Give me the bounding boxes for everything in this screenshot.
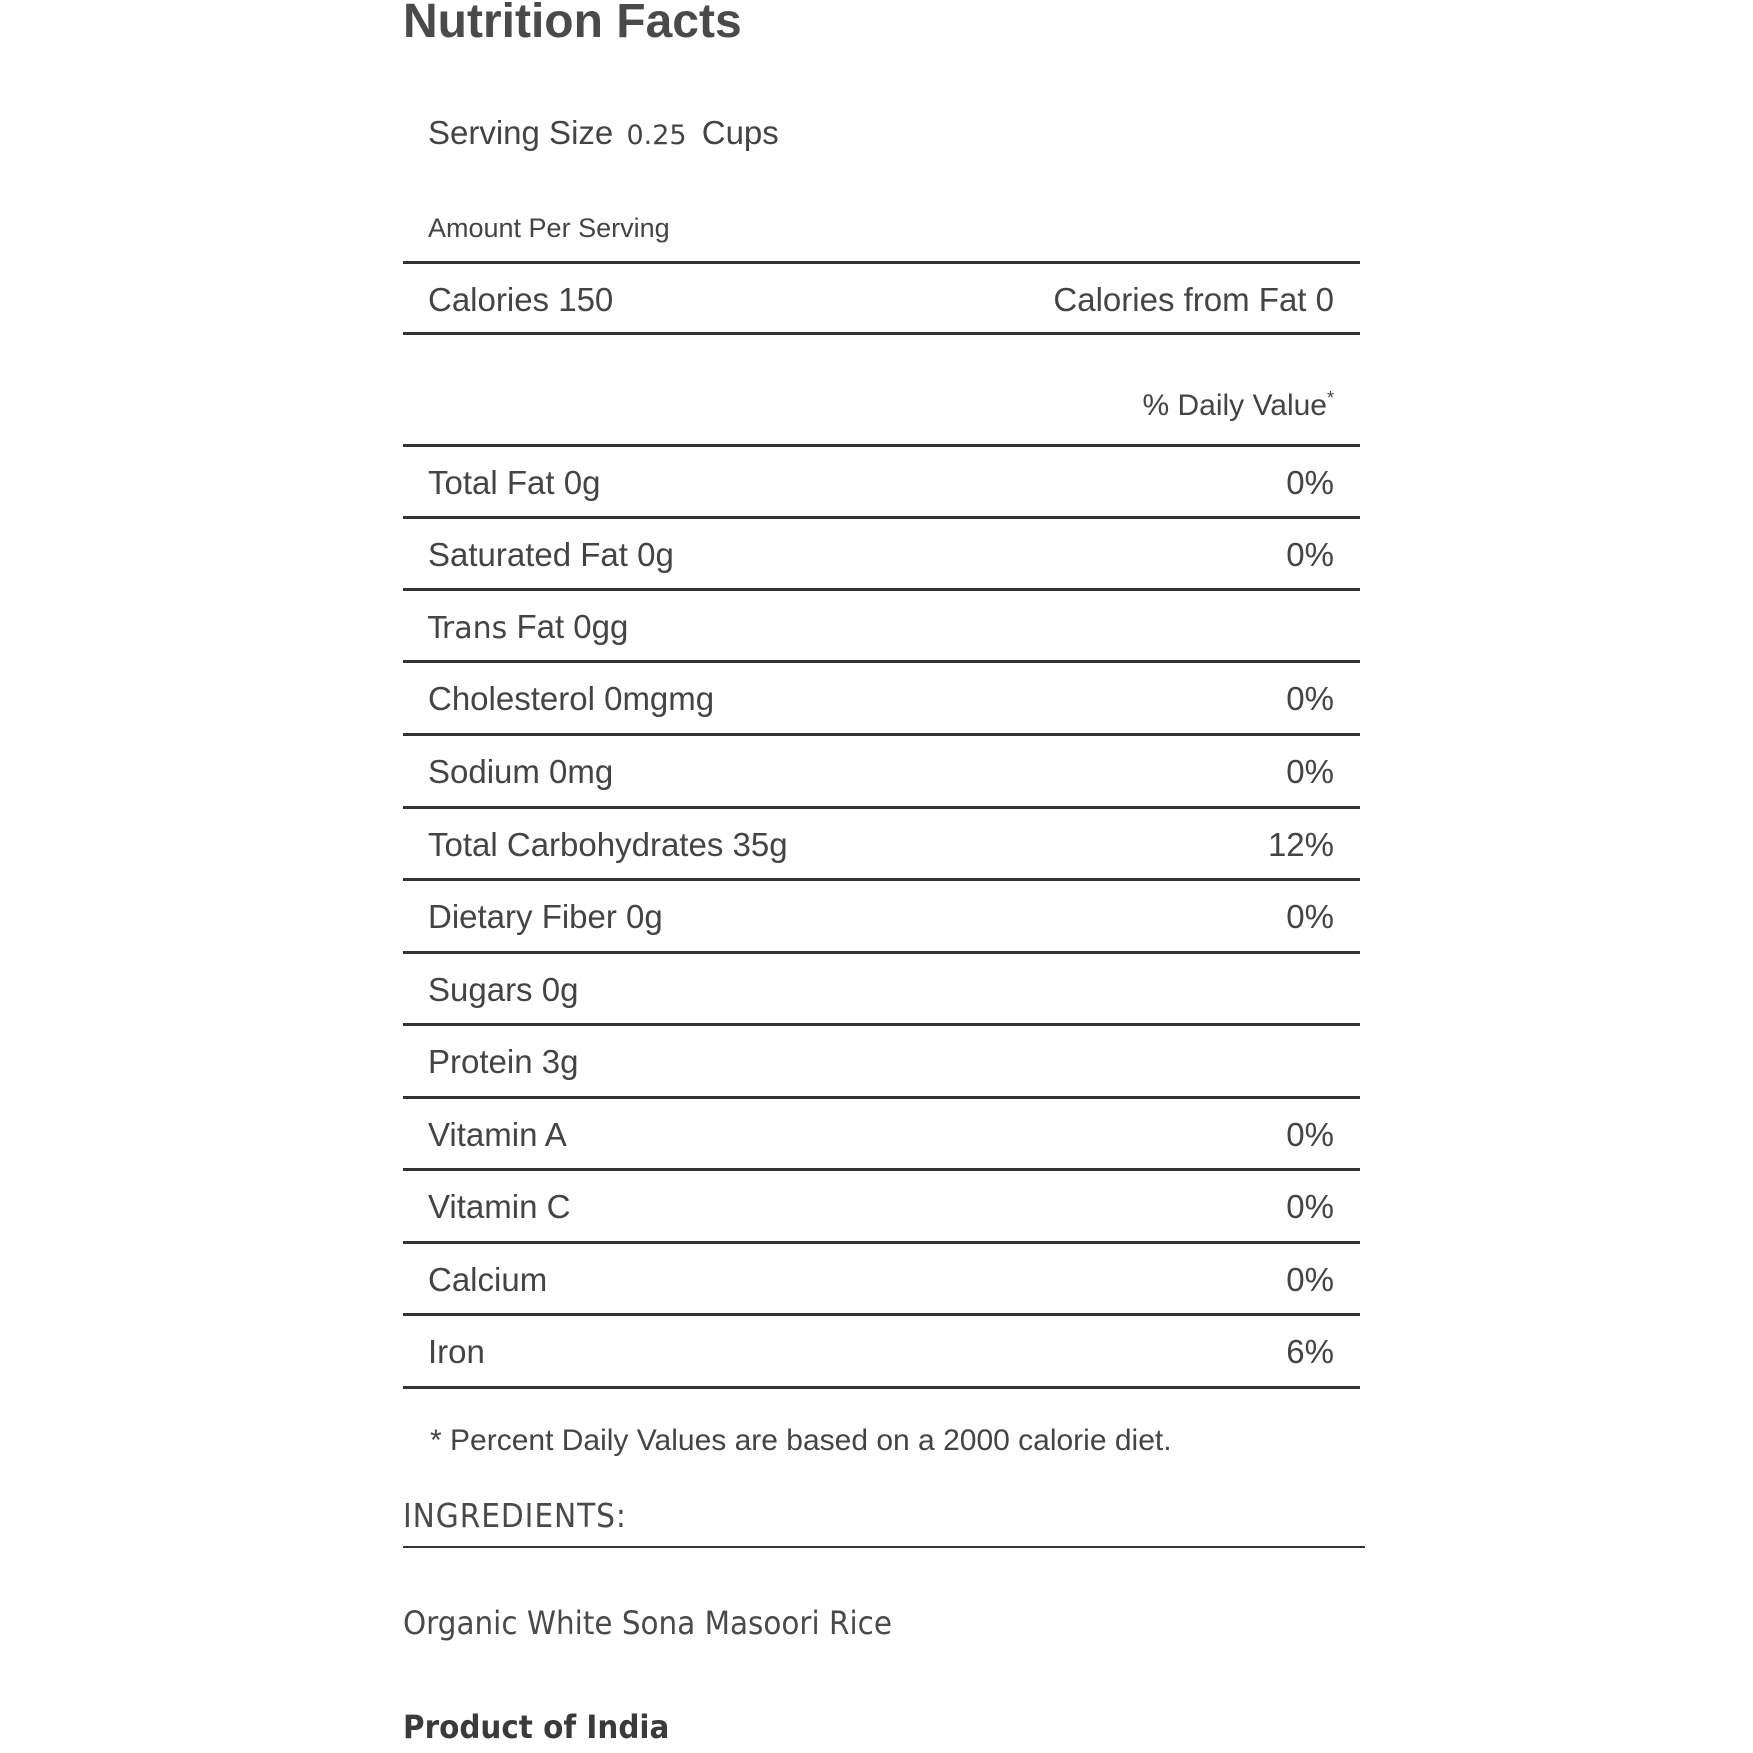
ingredients-list: Organic White Sona Masoori Rice [403,1604,892,1642]
nutrient-daily-value: 0% [1286,680,1334,717]
nutrient-row [403,446,1360,516]
nutrient-daily-value: 6% [1286,1333,1334,1370]
nutrient-label: Cholesterol 0mgmg [428,680,715,717]
nutrient-label: Total Fat 0g [428,464,601,501]
nutrient-daily-value: 0% [1286,536,1334,573]
nutrient-label: Iron [428,1333,485,1370]
nutrient-label: Vitamin C [428,1188,571,1225]
serving-size [428,114,779,152]
nutrient-label: Dietary Fiber 0g [428,898,663,935]
nutrient-row [403,1025,1360,1095]
nutrient-label: Calcium [428,1261,548,1298]
nutrient-row [403,590,1360,660]
nutrient-row [403,808,1360,878]
nutrient-row [403,1098,1360,1168]
nutrient-daily-value: 0% [1286,1188,1334,1225]
nutrient-daily-value: 0% [1286,1261,1334,1298]
nutrient-row [403,735,1360,805]
page-title: Nutrition Facts [403,0,742,48]
nutrient-daily-value: 0% [1286,464,1334,501]
calories-row [403,263,1360,333]
nutrient-label: Sugars 0g [428,971,579,1008]
divider [403,332,1360,335]
nutrient-daily-value: 0% [1286,1116,1334,1153]
nutrient-row [403,1170,1360,1240]
nutrient-row [403,880,1360,950]
ingredients-heading: INGREDIENTS: [403,1496,627,1535]
nutrient-label-rest: Fat 0gg [516,608,629,645]
amount-per-serving: Amount Per Serving [428,213,670,243]
nutrient-daily-value: 0% [1286,898,1334,935]
serving-size-unit: Cups [701,114,779,151]
calories-value: Calories 150 [428,281,614,318]
nutrient-daily-value: 12% [1267,826,1334,863]
nutrient-label: Total Carbohydrates 35g [428,826,788,863]
nutrient-row [403,518,1360,588]
country-of-origin: Product of India [403,1708,670,1746]
nutrient-row [403,953,1360,1023]
daily-value-header [1142,388,1334,423]
nutrient-label: Vitamin A [428,1116,567,1153]
serving-size-quantity: 0.25 [626,120,687,151]
divider [403,1386,1360,1389]
nutrient-label: Sodium 0mg [428,753,614,790]
daily-value-marker: * [1326,388,1334,408]
daily-value-header-text: % Daily Value [1142,389,1327,422]
serving-size-label: Serving Size [428,114,614,151]
nutrient-row [403,662,1360,732]
calories-from-fat: Calories from Fat 0 [1053,281,1334,318]
divider [403,1546,1365,1548]
nutrient-label [428,608,628,646]
nutrient-label: Protein 3g [428,1043,579,1080]
nutrient-row [403,1315,1360,1385]
daily-value-footnote: * Percent Daily Values are based on a 2000 calorie diet. [430,1424,1172,1457]
nutrient-row [403,1243,1360,1313]
nutrient-label: Saturated Fat 0g [428,536,674,573]
nutrient-daily-value: 0% [1286,753,1334,790]
nutrient-label-prefix: Trans [428,611,508,646]
